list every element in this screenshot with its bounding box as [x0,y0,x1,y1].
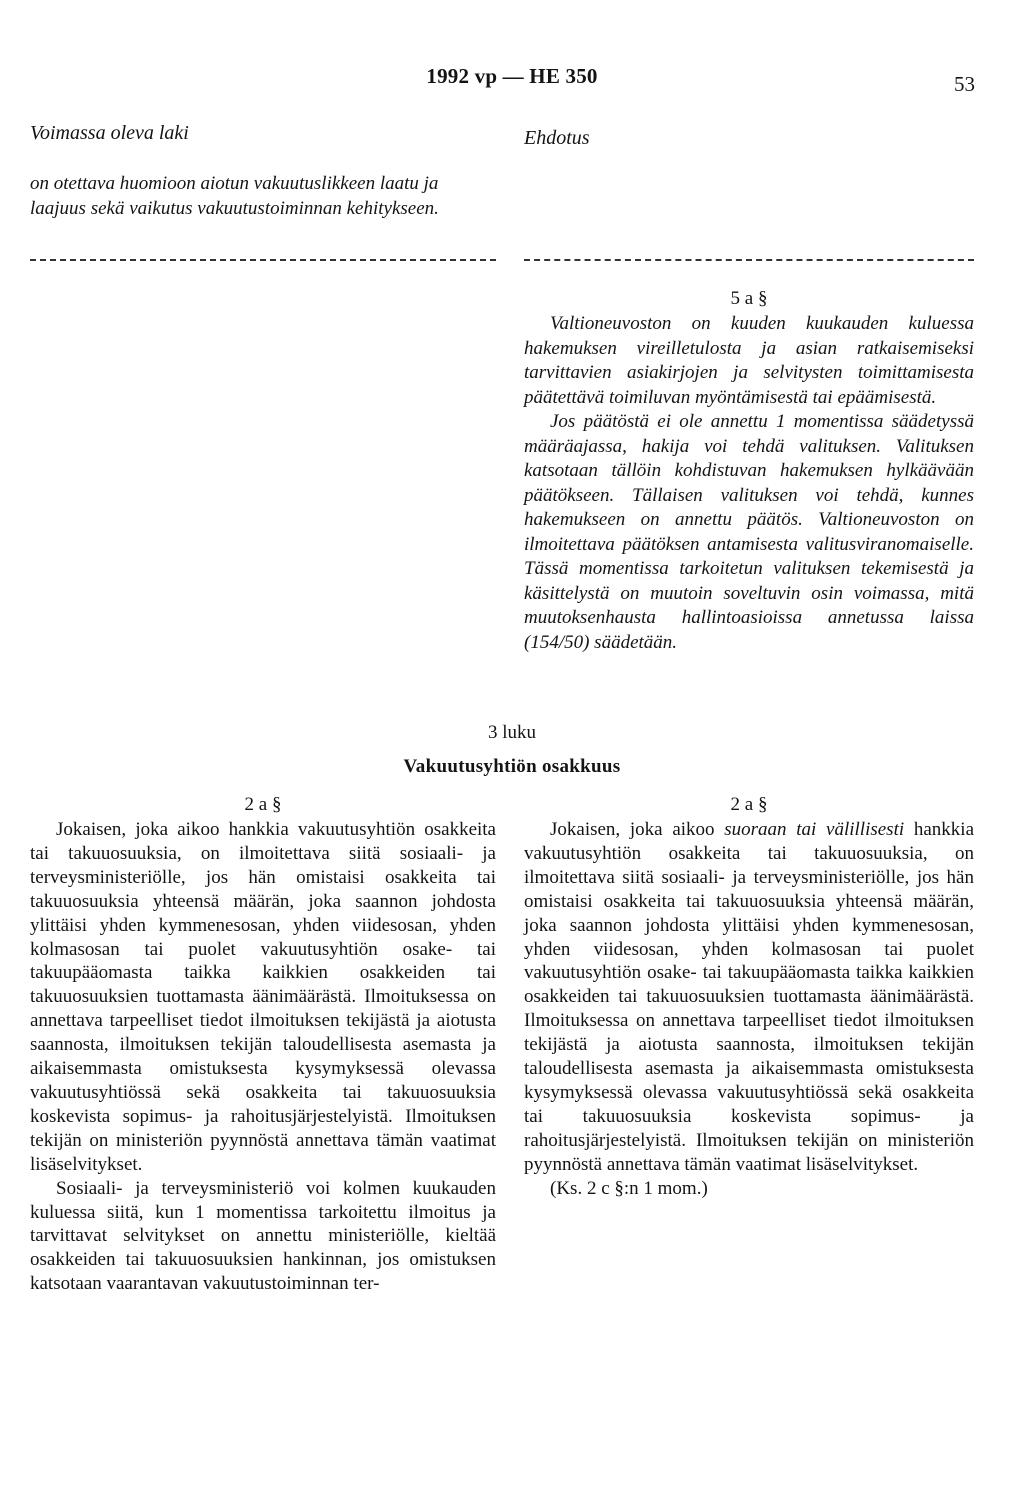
left-continuation-text: on otettava huomioon aiotun vakuutuslikkeen laatu ja laajuus sekä vaikutus vakuutustoiminnan kehitykseen. [30,173,439,219]
right-omission-line [524,259,974,261]
added-phrase: suoraan tai välillisesti [724,819,905,840]
left-omission-line [30,259,496,261]
chapter-number: 3 luku [487,722,537,743]
section-5a-paragraph-1: Valtioneuvoston on kuuden kuukauden kuluessa hakemuksen vireilletulosta ja asian ratkaisemiseksi tarvittavien asiakirjojen ja selvitysten toimittamisesta päätettävä toimiluvan myöntämisestä tai epäämisestä. [524,313,974,408]
chapter-title: Vakuutusyhtiön osakkuus [403,756,621,777]
paragraph-text: hankkia vakuutusyhtiön osakkeita tai takuuosuuksia, on ilmoitettava siitä sosiaali- ja terveysministeriölle, jos hän omistaisi osakkeita tai takuuosuuksia yhteensä määrän, joka saannon johdosta ylittäisi yhden kymmenesosan, yhden viidesosan, yhden kolmasosan tai puolet vakuutusyhtiön osake- tai takuupääomasta taikka kaikkien osakkeiden tai takuuosuuksien tuottamasta äänimäärästä. Ilmoituksessa on annettava tarpeelliset tiedot ilmoituksen tekijästä ja aiotusta saannosta, ilmoituksen tekijän taloudellisesta asemasta ja aikaisemmasta omistuksesta kysymyksessä olevassa vakuutusyhtiössä sekä osakkeita tai takuuosuuksia koskevista sopimus- ja rahoitusjärjestelyistä. Ilmoituksen tekijän on ministeriön pyynnöstä annettava tämän vaatimat lisäselvitykset. [524,819,974,1175]
left-column-label: Voimassa oleva laki [30,122,189,144]
left-section-2a-paragraph-2: Sosiaali- ja terveysministeriö voi kolmen kuukauden kuluessa siitä, kun 1 momentissa tarkoitettu ilmoitus ja tarvittavat selvitykset on annettu ministeriölle, kieltää osakkeiden tai takuuosuuksien hankinnan, jos omistuksen katsotaan vaarantavan vakuutustoiminnan ter- [30,1177,496,1295]
left-section-2a-paragraph-1: Jokaisen, joka aikoo hankkia vakuutusyhtiön osakkeita tai takuuosuuksia, on ilmoitettava siitä sosiaali- ja terveysministeriölle, jos hän omistaisi osakkeita tai takuuosuuksia yhteensä määrän, joka saannon johdosta ylittäisi yhden kymmenesosan, yhden viidesosan, yhden kolmasosan tai puolet vakuutusyhtiön osake- tai takuupääomasta taikka kaikkien osakkeiden tai takuuosuuksien tuottamasta äänimäärästä. Ilmoituksessa on annettava tarpeelliset tiedot ilmoituksen tekijästä ja aiotusta saannosta, ilmoituksen tekijän taloudellisesta asemasta ja aikaisemmasta omistuksesta kysymyksessä olevassa vakuutusyhtiössä sekä osakkeita tai takuuosuuksia koskevista sopimus- ja rahoitusjärjestelyistä. Ilmoituksen tekijän on ministeriön pyynnöstä annettava tämän vaatimat lisäselvitykset. [30,819,496,1175]
section-5a-heading: 5 a § [730,288,768,309]
right-section-2a-paragraph-1 [524,818,974,1177]
paragraph-text: Jokaisen, joka aikoo [550,819,725,840]
right-section-2a-reference: (Ks. 2 c §:n 1 mom.) [550,1177,708,1199]
section-5a-paragraph-2: Jos päätöstä ei ole annettu 1 momentissa säädetyssä määräajassa, hakija voi tehdä valituksen. Valituksen katsotaan tällöin kohdistuvan hakemuksen hylkäävään päätökseen. Tällaisen valituksen voi tehdä, kunnes hakemukseen on annettu päätös. Valtioneuvoston on ilmoitettava päätöksen antamisesta valitusviranomaiselle. Tässä momentissa tarkoitetun valituksen tekemisestä ja käsittelystä on muutoin soveltuvin osin voimassa, mitä muutoksenhausta hallintoasioissa annetussa laissa (154/50) säädetään. [524,411,974,653]
right-section-2a [524,794,974,1201]
page-header-title: 1992 vp — HE 350 [426,64,598,88]
left-section-2a-heading: 2 a § [244,794,282,815]
right-section-2a-heading: 2 a § [730,794,768,815]
right-section-5a [524,288,974,655]
page-number: 53 [954,72,975,96]
left-section-2a [30,794,496,1296]
right-column-label: Ehdotus [524,127,590,149]
